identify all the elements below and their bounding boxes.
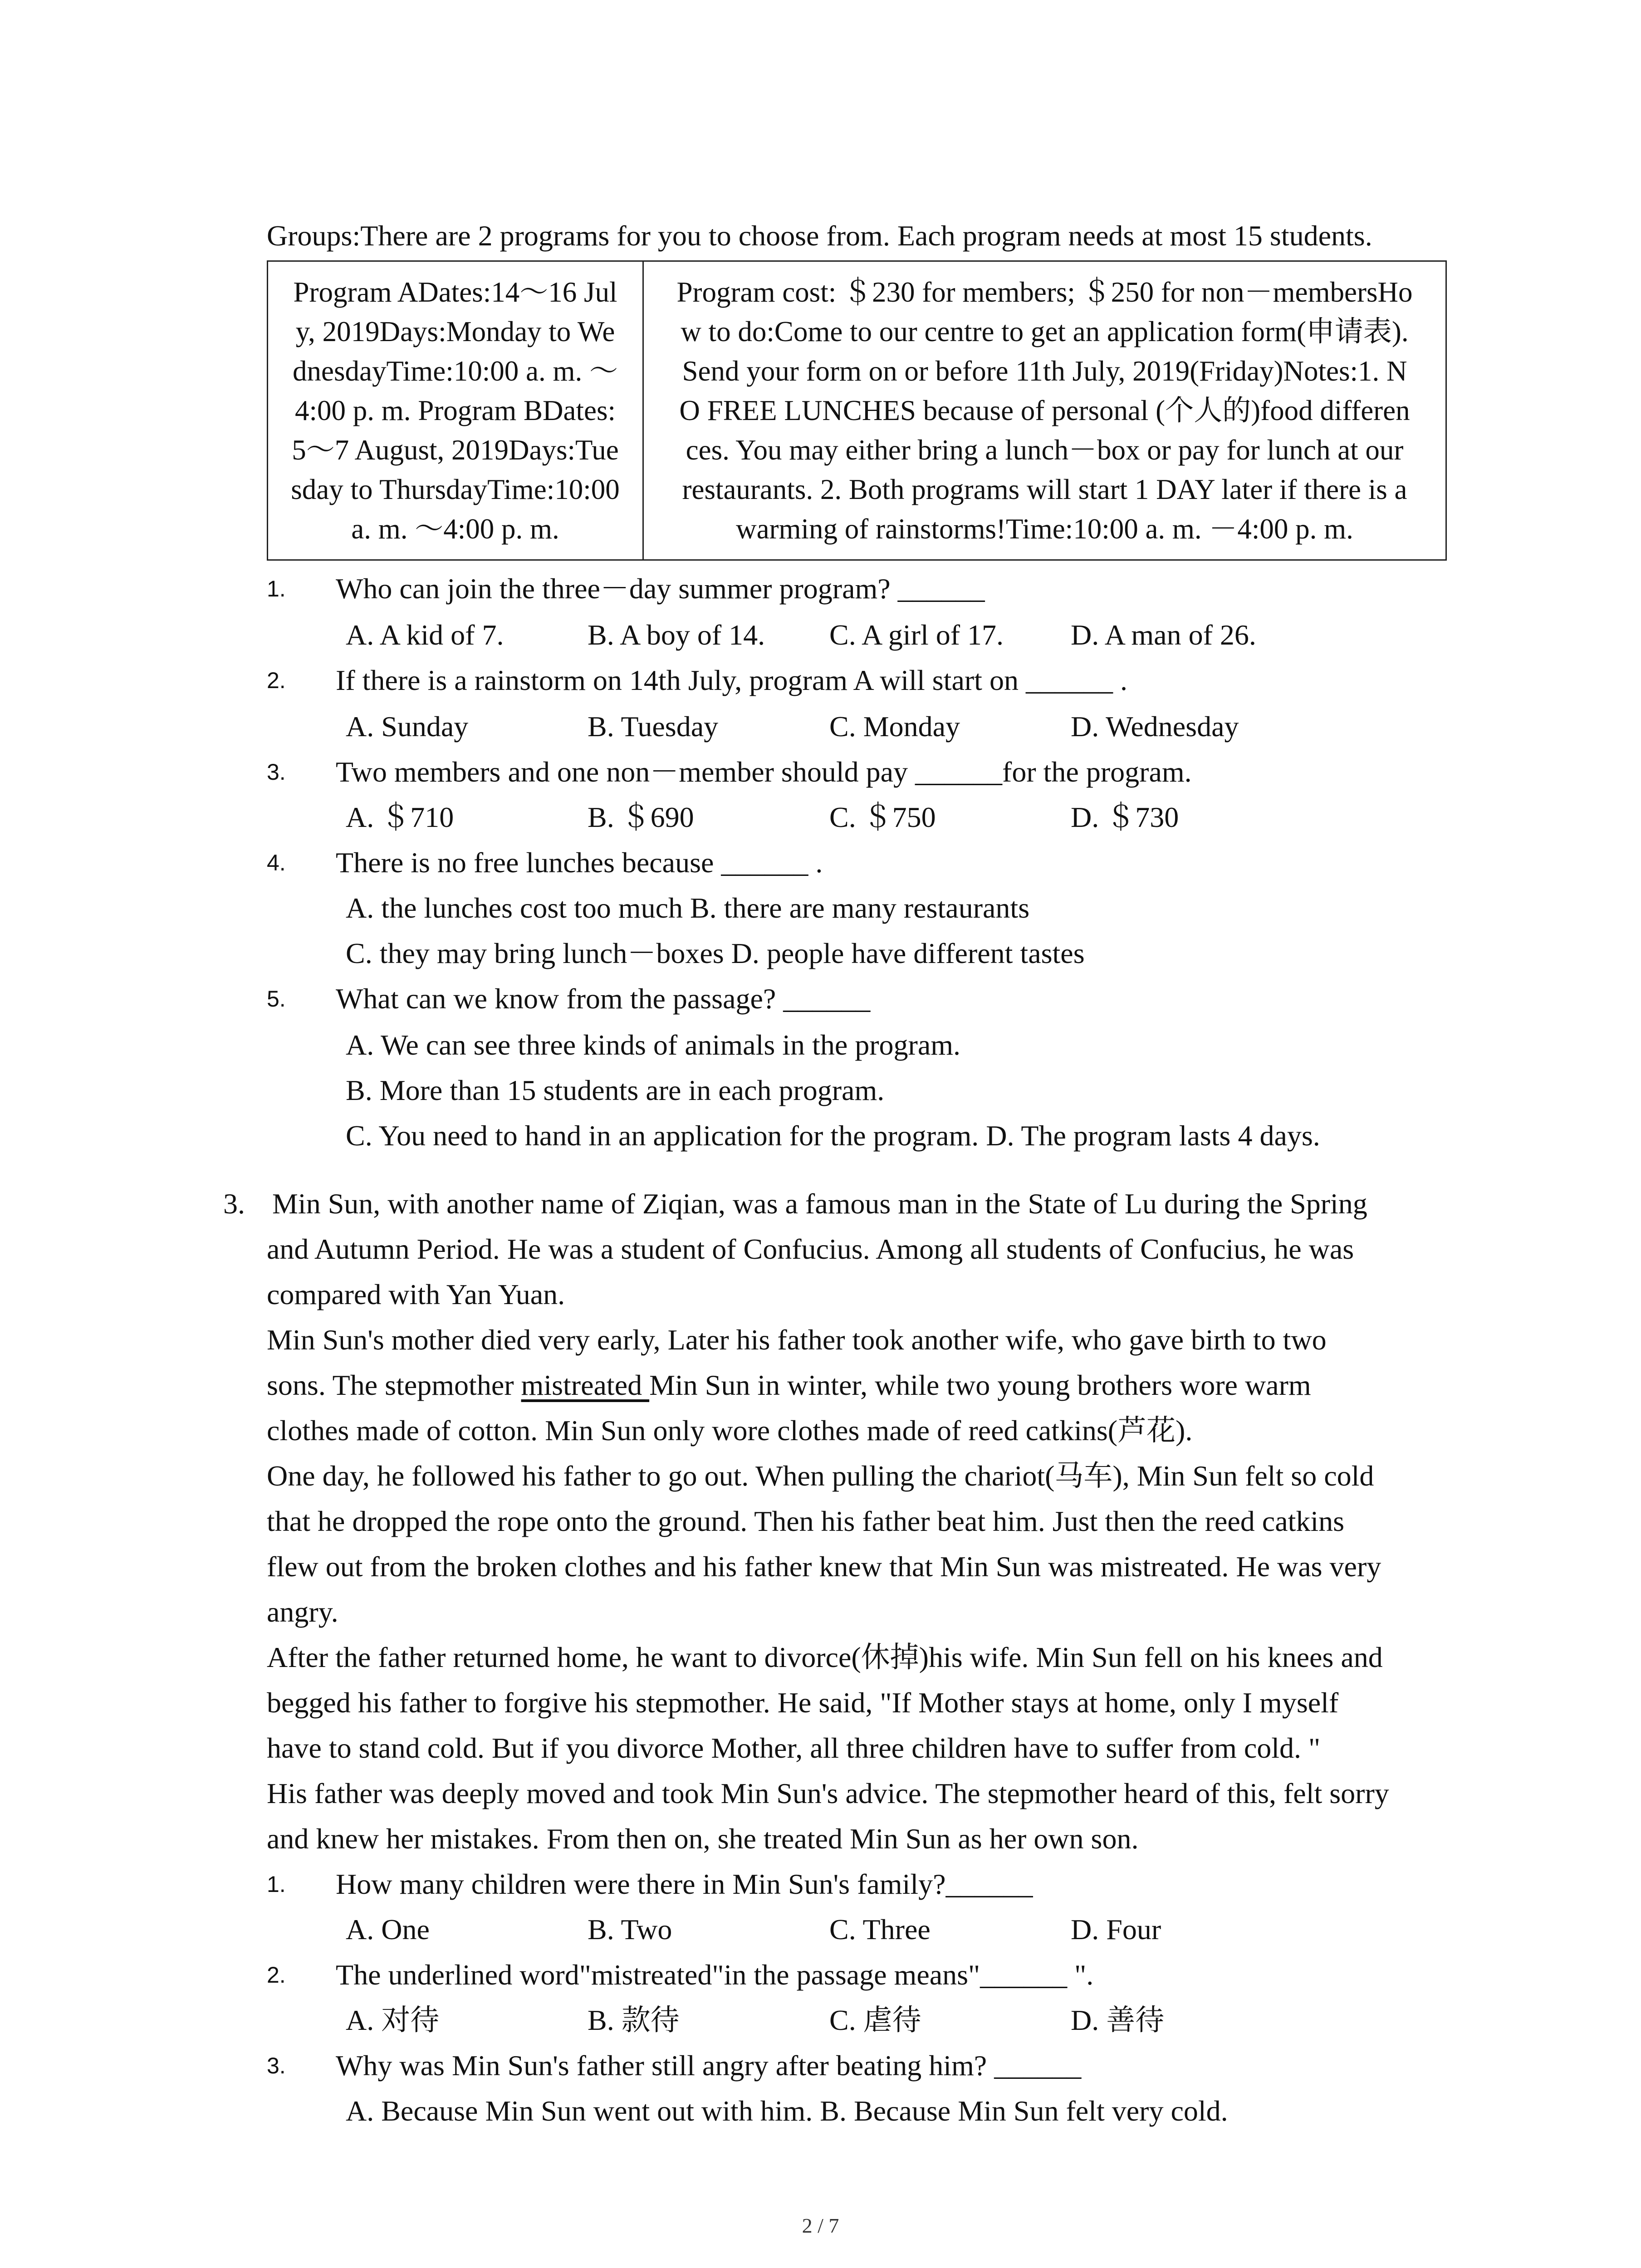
cell-line: a. m. ～4:00 p. m. [351,513,559,545]
passage-text: sons. The stepmother [267,1369,521,1401]
cell-line: Send your form on or before 11th July, 2019(Friday)Notes:1. N [682,355,1407,387]
passage-line: After the father returned home, he want to divorce(休掉)his wife. Min Sun fell on his knees and [267,1641,1383,1673]
question-text: There is no free lunches because ______ . [336,846,823,879]
passage-line: Min Sun's mother died very early, Later his father took another wife, who gave birth to two [267,1324,1327,1356]
groups-intro: Groups:There are 2 programs for you to choose from. Each program needs at most 15 students. [267,220,1372,252]
option-d: D. 善待 [1071,2004,1165,2036]
cell-line: warming of rainstorms!Time:10:00 a. m. －4:00 p. m. [736,513,1353,545]
question-number: 3. [267,759,286,785]
passage-line: compared with Yan Yuan. [267,1278,565,1310]
passage-line: His father was deeply moved and took Min Sun's advice. The stepmother heard of this, felt sorry [267,1777,1389,1809]
option-b: B. Two [588,1913,672,1945]
question-number: 3. [267,2053,286,2078]
passage-text: Min Sun in winter, while two young brothers wore warm [649,1369,1311,1401]
passage-line: flew out from the broken clothes and his father knew that Min Sun was mistreated. He was very [267,1550,1381,1583]
passage-line: have to stand cold. But if you divorce Mother, all three children have to suffer from cold. " [267,1732,1321,1764]
question-number: 2. [267,1962,286,1988]
option-b: B. A boy of 14. [588,619,765,651]
option-c: C. ＄750 [829,801,936,833]
question-number: 4. [267,850,286,875]
option-a: A. A kid of 7. [346,619,504,651]
passage-line: Min Sun, with another name of Ziqian, was a famous man in the State of Lu during the Spring [272,1188,1367,1220]
question-number: 1. [267,576,286,601]
option-line: C. they may bring lunch－boxes D. people have different tastes [346,937,1085,969]
option-c: C. Three [829,1913,931,1945]
cell-line: 4:00 p. m. Program BDates: [295,394,616,426]
option-d: D. A man of 26. [1071,619,1256,651]
question-text: How many children were there in Min Sun's family?______ [336,1868,1033,1900]
passage-line: begged his father to forgive his stepmother. He said, "If Mother stays at home, only I myself [267,1686,1339,1719]
option-a: A. Sunday [346,710,469,743]
option-d: D. Wednesday [1071,710,1239,743]
option-a: A. ＄710 [346,801,454,833]
cell-line: ces. You may either bring a lunch－box or pay for lunch at our [686,434,1404,466]
option-a: A. 对待 [346,2004,440,2036]
option-line: A. We can see three kinds of animals in the program. [346,1029,961,1061]
passage-line-with-underline [267,1363,1311,1408]
option-line: B. More than 15 students are in each program. [346,1074,885,1106]
question-text: If there is a rainstorm on 14th July, program A will start on ______ . [336,664,1127,696]
option-a: A. One [346,1913,430,1945]
cell-line: O FREE LUNCHES because of personal (个人的)food differen [679,394,1410,426]
question-text: The underlined word"mistreated"in the passage means"______ ". [336,1959,1094,1991]
cell-line: Program cost: ＄230 for members; ＄250 for non－membersHo [676,276,1413,308]
option-b: B. 款待 [588,2004,680,2036]
question-text: What can we know from the passage? ______ [336,982,871,1015]
passage-line: clothes made of cotton. Min Sun only wore clothes made of reed catkins(芦花). [267,1414,1193,1447]
passage-line: that he dropped the rope onto the ground. Then his father beat him. Just then the reed catkins [267,1505,1345,1537]
cell-line: Program ADates:14～16 Jul [293,276,617,308]
option-c: C. Monday [829,710,960,743]
option-d: D. Four [1071,1913,1161,1945]
cell-line: 5～7 August, 2019Days:Tue [292,434,619,466]
option-d: D. ＄730 [1071,801,1179,833]
cell-line: restaurants. 2. Both programs will start 1 DAY later if there is a [682,473,1407,505]
passage-line: and knew her mistakes. From then on, she treated Min Sun as her own son. [267,1823,1139,1855]
cell-line: w to do:Come to our centre to get an application form(申请表). [681,315,1409,347]
question-text: Who can join the three－day summer program? ______ [336,572,985,605]
program-dates-cell [268,261,643,560]
underlined-word: mistreated [521,1369,650,1401]
question-text: Two members and one non－member should pay ______for the program. [336,756,1192,788]
option-line: A. the lunches cost too much B. there are many restaurants [346,892,1030,924]
question-number: 2. [267,668,286,693]
option-line: C. You need to hand in an application for the program. D. The program lasts 4 days. [346,1119,1320,1152]
option-line: A. Because Min Sun went out with him. B. Because Min Sun felt very cold. [346,2095,1228,2127]
page-number: 2 / 7 [802,2214,839,2237]
question-number: 1. [267,1872,286,1897]
question-number: 5. [267,986,286,1012]
option-c: C. A girl of 17. [829,619,1004,651]
cell-line: dnesdayTime:10:00 a. m. ～ [293,355,618,387]
passage-line: One day, he followed his father to go out. When pulling the chariot(马车), Min Sun felt so cold [267,1460,1374,1492]
question-text: Why was Min Sun's father still angry after beating him? ______ [336,2049,1082,2082]
cell-line: sday to ThursdayTime:10:00 [291,473,620,505]
passage-line: angry. [267,1596,338,1628]
program-cost-cell [643,261,1446,560]
passage-line: and Autumn Period. He was a student of Confucius. Among all students of Confucius, he was [267,1233,1354,1265]
cell-line: y, 2019Days:Monday to We [295,315,615,347]
option-b: B. Tuesday [588,710,719,743]
option-b: B. ＄690 [588,801,694,833]
section-number: 3. [223,1188,245,1220]
program-notice-table [267,260,1447,561]
option-c: C. 虐待 [829,2004,921,2036]
